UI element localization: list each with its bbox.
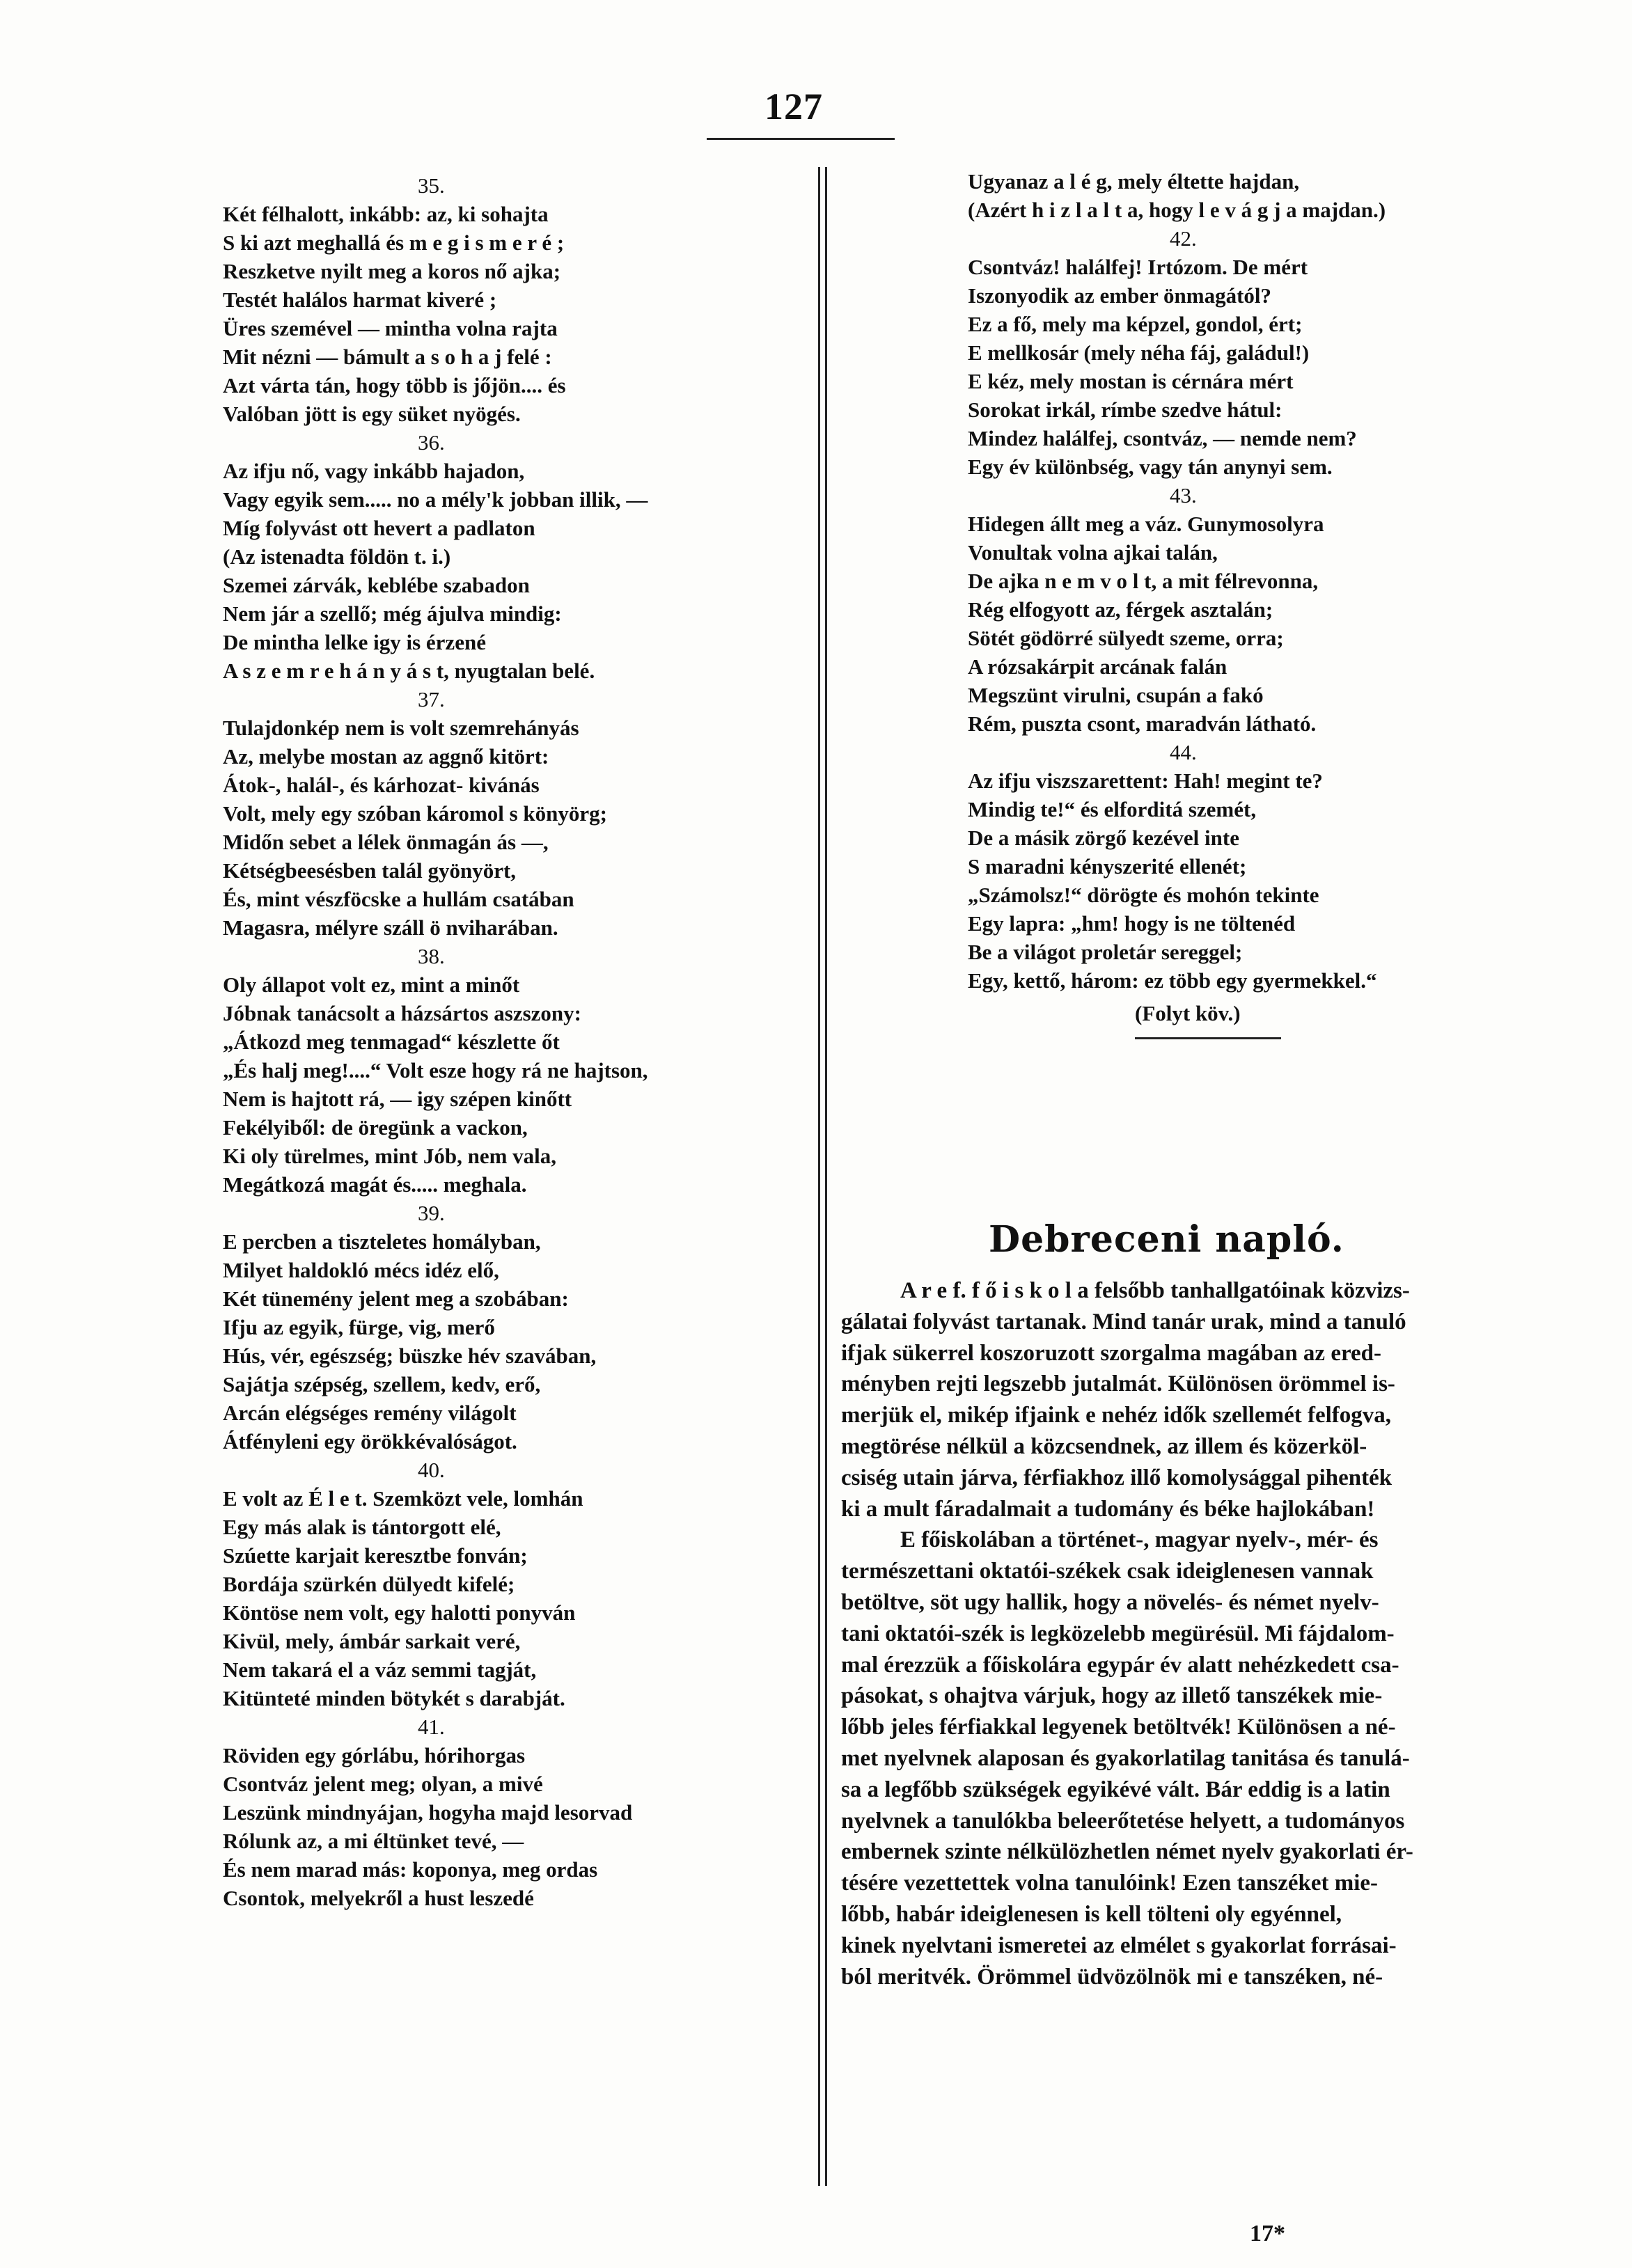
stanza-number: 35.	[418, 173, 445, 198]
column-divider-inner	[825, 167, 827, 2186]
stanza-number: 44.	[1170, 740, 1197, 764]
poem-line: Volt, mely egy szóban káromol s könyörg;	[223, 801, 607, 826]
left-column-poem	[223, 171, 808, 1912]
poem-line: Mindig te!“ és elforditá szemét,	[968, 797, 1257, 821]
paragraph-line: gálatai folyvást tartanak. Mind tanár urak, mind a tanuló	[841, 1309, 1406, 1334]
poem-line: Midőn sebet a lélek önmagán ás —,	[223, 830, 549, 854]
section-title: Debreceni napló.	[989, 1218, 1344, 1261]
poem-line: Ki oly türelmes, mint Jób, nem vala,	[223, 1144, 557, 1168]
poem-line: Arcán elégséges remény világolt	[223, 1401, 517, 1425]
poem-line: Megátkozá magát és..... meghala.	[223, 1172, 527, 1197]
paragraph-line: sa a legfőbb szükségek egyikévé vált. Bár eddig is a latin	[841, 1777, 1390, 1802]
page-number: 127	[764, 86, 823, 127]
paragraph-line: merjük el, mikép ifjaink e nehéz idők szellemét felfogva,	[841, 1403, 1392, 1428]
poem-line: Egy lapra: „hm! hogy is ne töltenéd	[968, 911, 1296, 936]
section-rule	[1135, 1037, 1281, 1039]
paragraph-line: kinek nyelvtani ismeretei az elmélet s gyakorlat forrásai-	[841, 1932, 1397, 1958]
poem-line: Oly állapot volt ez, mint a minőt	[223, 972, 520, 997]
paragraph-line: mal érezzük a főiskolára egypár év alatt nehézkedett csa-	[841, 1652, 1399, 1678]
poem-line: Sajátja szépség, szellem, kedv, erő,	[223, 1372, 541, 1396]
opening-lines	[968, 167, 1511, 224]
poem-line: Milyet haldokló mécs idéz elő,	[223, 1258, 499, 1282]
poem-line: Csontváz jelent meg; olyan, a mivé	[223, 1772, 543, 1796]
poem-line: Mindez halálfej, csontváz, — nemde nem?	[968, 426, 1357, 450]
poem-line: Átok-, halál-, és kárhozat- kivánás	[223, 773, 540, 797]
paragraph-line: pásokat, s ohajtva várjuk, hogy az illető tanszékek mie-	[841, 1683, 1383, 1709]
poem-line: Jóbnak tanácsolt a házsártos aszszony:	[223, 1001, 581, 1025]
paragraph-line: ból meritvék. Örömmel üdvözölnök mi e tanszéken, né-	[841, 1964, 1383, 1990]
poem-line: Az, melybe mostan az aggnő kitört:	[223, 744, 549, 769]
poem-line: Üres szemével — mintha volna rajta	[223, 316, 558, 340]
poem-line: (Az istenadta földön t. i.)	[223, 544, 451, 569]
poem-line: „És halj meg!....“ Volt esze hogy rá ne hajtson,	[223, 1058, 648, 1082]
poem-line: Leszünk mindnyájan, hogyha majd lesorvad	[223, 1800, 633, 1825]
poem-line: Be a világot proletár sereggel;	[968, 940, 1243, 964]
paragraph-line: természettani oktatói-székek csak ideiglenesen vannak	[841, 1559, 1374, 1584]
stanza-number: 38.	[418, 944, 445, 968]
paragraph-line: lőbb jeles férfiakkal legyenek betöltvék! Különösen a né-	[841, 1715, 1396, 1740]
paragraph-line: ményben rejti legszebb jutalmát. Különösen örömmel is-	[841, 1371, 1395, 1397]
poem-line: A s z e m r e h á n y á s t, nyugtalan belé.	[223, 659, 595, 683]
poem-line: Egy, kettő, három: ez több egy gyermekkel.“	[968, 968, 1377, 993]
poem-line: Köntöse nem volt, egy halotti ponyván	[223, 1600, 576, 1625]
paragraph-line: lőbb, habár ideiglenesen is kell tölteni oly egyénnel,	[841, 1901, 1342, 1927]
stanza-number: 37.	[418, 687, 445, 711]
poem-line: Két tünemény jelent meg a szobában:	[223, 1286, 569, 1311]
poem-line: Ugyanaz a l é g, mely éltette hajdan,	[968, 169, 1300, 194]
paragraph-line: tésére vezettettek volna tanulóink! Ezen tanszéket mie-	[841, 1871, 1379, 1896]
poem-line: Azt várta tán, hogy több is jőjön.... és	[223, 373, 566, 397]
poem-line: Fekélyiből: de öregünk a vackon,	[223, 1115, 528, 1140]
poem-line: Rég elfogyott az, férgek asztalán;	[968, 597, 1273, 622]
poem-line: S ki azt meghallá és m e g i s m e r é ;	[223, 230, 565, 255]
poem-line: Kétségbeesésben talál gyönyört,	[223, 858, 517, 883]
poem-line: Szúette karjait keresztbe fonván;	[223, 1543, 528, 1568]
poem-line: Rólunk az, a mi éltünket tevé, —	[223, 1829, 524, 1853]
poem-line: E volt az É l e t. Szemközt vele, lomhán	[223, 1486, 583, 1511]
poem-line: Ifju az egyik, fürge, vig, merő	[223, 1315, 495, 1339]
poem-line: S maradni kényszerité ellenét;	[968, 854, 1247, 879]
paragraph-line: ki a mult fáradalmait a tudomány és béke hajlokában!	[841, 1496, 1375, 1522]
poem-line: Sorokat irkál, rímbe szedve hátul:	[968, 397, 1282, 422]
right-stanzas	[968, 224, 1511, 995]
signature-mark: 17*	[1250, 2221, 1285, 2246]
poem-line: Szemei zárvák, keblébe szabadon	[223, 573, 530, 597]
right-column-poem	[968, 167, 1511, 1039]
poem-line: Nem is hajtott rá, — igy szépen kinőtt	[223, 1087, 572, 1111]
poem-line: Nem takará el a váz semmi tagját,	[223, 1657, 537, 1682]
paragraph-line: tani oktatói-szék is legközelebb megürésül. Mi fájdalom-	[841, 1621, 1395, 1646]
paragraph-line: ifjak sükerrel koszoruzott szorgalma magában az ered-	[841, 1340, 1381, 1366]
poem-line: Megszünt virulni, csupán a fakó	[968, 683, 1264, 707]
poem-line: Tulajdonkép nem is volt szemrehányás	[223, 716, 579, 740]
continued-note: (Folyt köv.)	[1135, 1001, 1241, 1025]
poem-line: Bordája szürkén dülyedt kifelé;	[223, 1572, 515, 1596]
poem-line: Kivül, mely, ámbár sarkait veré,	[223, 1629, 521, 1653]
paragraph-line: nyelvnek a tanulókba beleerőtetése helyett, a tudományos	[841, 1808, 1405, 1834]
poem-line: Hidegen állt meg a váz. Gunymosolyra	[968, 512, 1324, 536]
column-divider	[818, 167, 820, 2186]
paragraph-line: A r e f. f ő i s k o l a felsőbb tanhallgatóinak közvizs-	[900, 1278, 1410, 1303]
poem-line: E percben a tiszteletes homályban,	[223, 1229, 541, 1254]
paragraph-line: met nyelvnek alaposan és gyakorlatilag tanitása és tanulá-	[841, 1745, 1410, 1771]
poem-line: Két félhalott, inkább: az, ki sohajta	[223, 202, 549, 226]
poem-line: Valóban jött is egy süket nyögés.	[223, 402, 521, 426]
article-body	[841, 1275, 1565, 1992]
poem-line: Kitünteté minden bötykét s darabját.	[223, 1686, 565, 1710]
poem-line: Testét halálos harmat kiveré ;	[223, 288, 497, 312]
stanza-number: 41.	[418, 1715, 445, 1739]
stanza-number: 36.	[418, 430, 445, 455]
poem-line: Magasra, mélyre száll ö nviharában.	[223, 915, 558, 940]
poem-line: Az ifju nő, vagy inkább hajadon,	[223, 459, 525, 483]
poem-line: „Számolsz!“ dörögte és mohón tekinte	[968, 883, 1319, 907]
stanza-number: 40.	[418, 1458, 445, 1482]
poem-line: Míg folyvást ott hevert a padlaton	[223, 516, 535, 540]
poem-line: Ez a fő, mely ma képzel, gondol, ért;	[968, 312, 1303, 336]
stanza-number: 39.	[418, 1201, 445, 1225]
poem-line: Csontok, melyekről a hust leszedé	[223, 1886, 534, 1910]
paragraph-line: csiség utain járva, férfiakhoz illő komolysággal pihenték	[841, 1465, 1392, 1490]
poem-line: De mintha lelke igy is érzené	[223, 630, 486, 654]
poem-line: Röviden egy górlábu, hórihorgas	[223, 1743, 526, 1767]
paragraph-line: embernek szinte nélkülözhetlen német nyelv gyakorlati ér-	[841, 1839, 1413, 1865]
poem-line: Egy más alak is tántorgott elé,	[223, 1515, 501, 1539]
poem-line: Nem jár a szellő; még ájulva mindig:	[223, 601, 562, 626]
poem-line: (Azért h i z l a l t a, hogy l e v á g j a majdan.)	[968, 198, 1386, 222]
poem-line: Egy év különbség, vagy tán anynyi sem.	[968, 455, 1333, 479]
poem-line: És, mint vészföcske a hullám csatában	[223, 887, 574, 911]
poem-line: Rém, puszta csont, maradván látható.	[968, 711, 1317, 736]
poem-line: Sötét gödörré sülyedt szeme, orra;	[968, 626, 1284, 650]
paragraph-line: E főiskolában a történet-, magyar nyelv-, mér- és	[900, 1527, 1379, 1553]
paragraph-line: betöltve, söt ugy hallik, hogy a növelés- és német nyelv-	[841, 1589, 1379, 1615]
poem-line: Iszonyodik az ember önmagától?	[968, 283, 1272, 308]
stanza-number: 42.	[1170, 226, 1197, 251]
poem-line: Vonultak volna ajkai talán,	[968, 540, 1218, 565]
poem-line: Csontváz! halálfej! Irtózom. De mért	[968, 255, 1308, 279]
poem-line: „Átkozd meg tenmagad“ készlette őt	[223, 1030, 560, 1054]
poem-line: Mit nézni — bámult a s o h a j felé :	[223, 345, 552, 369]
poem-line: Reszketve nyilt meg a koros nő ajka;	[223, 259, 561, 283]
poem-line: De ajka n e m v o l t, a mit félrevonna,	[968, 569, 1319, 593]
poem-line: Átfényleni egy örökkévalóságot.	[223, 1429, 517, 1454]
poem-line: E kéz, mely mostan is cérnára mért	[968, 369, 1294, 393]
poem-line: Hús, vér, egészség; büszke hév szavában,	[223, 1344, 597, 1368]
stanza-number: 43.	[1170, 483, 1197, 507]
poem-line: Az ifju viszszarettent: Hah! megint te?	[968, 769, 1323, 793]
poem-line: E mellkosár (mely néha fáj, galádul!)	[968, 340, 1310, 365]
poem-line: És nem marad más: koponya, meg ordas	[223, 1857, 598, 1882]
poem-line: Vagy egyik sem..... no a mély'k jobban illik, —	[223, 487, 648, 512]
poem-line: A rózsakárpit arcának falán	[968, 654, 1227, 679]
paragraph-line: megtörése nélkül a közcsendnek, az illem és közerköl-	[841, 1433, 1367, 1459]
poem-line: De a másik zörgő kezével inte	[968, 826, 1239, 850]
header-rule	[707, 138, 895, 140]
